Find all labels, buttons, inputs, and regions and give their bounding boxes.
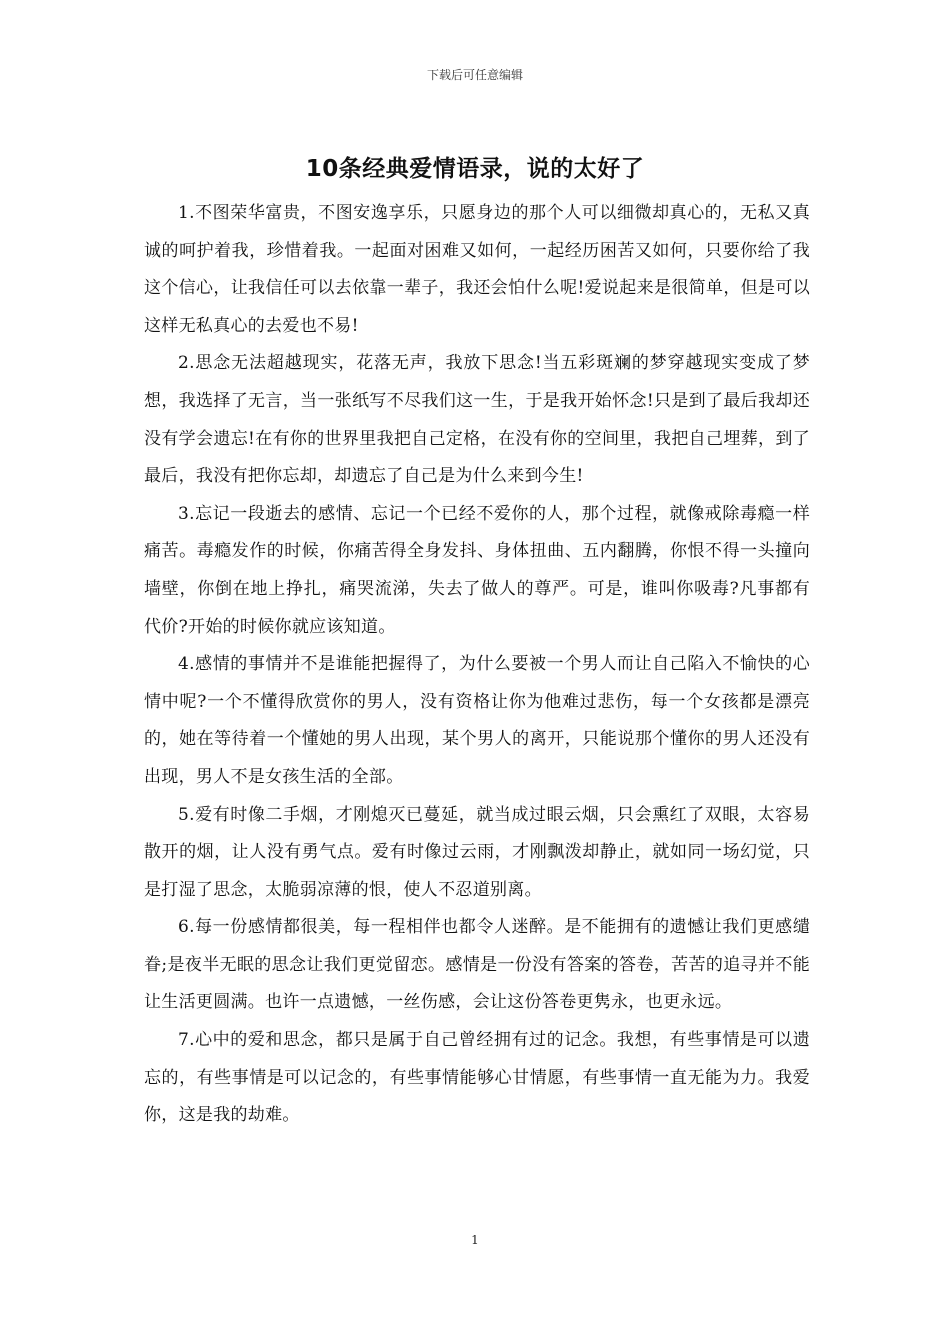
paragraph-7: 7.心中的爱和思念，都只是属于自己曾经拥有过的记念。我想，有些事情是可以遗忘的，有些事情是可以记念的，有些事情能够心甘情愿，有些事情一直无能为力。我爱你，这是我的劫难。: [144, 1030, 810, 1126]
page-header: 下载后可任意编辑: [426, 68, 523, 82]
paragraph-4: 4.感情的事情并不是谁能把握得了，为什么要被一个男人而让自己陷入不愉快的心情中呢?一个不懂得欣赏你的男人，没有资格让你为他难过悲伤，每一个女孩都是漂亮的，她在等待着一个懂她的男人出现，某个男人的离开，只能说那个懂你的男人还没有出现，男人不是女孩生活的全部。: [144, 654, 810, 787]
paragraph-1: 1.不图荣华富贵，不图安逸享乐，只愿身边的那个人可以细微却真心的，无私又真诚的呵护着我，珍惜着我。一起面对困难又如何，一起经历困苦又如何，只要你给了我这个信心，让我信任可以去依靠一辈子，我还会怕什么呢!爱说起来是很简单，但是可以这样无私真心的去爱也不易!: [144, 203, 810, 336]
document-title: 10条经典爱情语录，说的太好了: [305, 156, 645, 182]
page-number: 1: [471, 1233, 479, 1247]
paragraph-5: 5.爱有时像二手烟，才刚熄灭已蔓延，就当成过眼云烟，只会熏红了双眼，太容易散开的烟，让人没有勇气点。爱有时像过云雨，才刚飘泼却静止，就如同一场幻觉，只是打湿了思念，太脆弱凉薄的恨，使人不忍道别离。: [144, 804, 810, 900]
document-body: [144, 195, 810, 1135]
paragraph-6: 6.每一份感情都很美，每一程相伴也都令人迷醉。是不能拥有的遗憾让我们更感缱眷;是夜半无眠的思念让我们更觉留恋。感情是一份没有答案的答卷，苦苦的追寻并不能让生活更圆满。也许一点遗憾，一丝伤感，会让这份答卷更隽永，也更永远。: [144, 917, 810, 1013]
paragraph-3: 3.忘记一段逝去的感情、忘记一个已经不爱你的人，那个过程，就像戒除毒瘾一样痛苦。毒瘾发作的时候，你痛苦得全身发抖、身体扭曲、五内翻腾，你恨不得一头撞向墙壁，你倒在地上挣扎，痛哭流涕，失去了做人的尊严。可是，谁叫你吸毒?凡事都有代价?开始的时候你就应该知道。: [144, 503, 810, 637]
paragraph-2: 2.思念无法超越现实，花落无声，我放下思念!当五彩斑斓的梦穿越现实变成了梦想，我选择了无言，当一张纸写不尽我们这一生，于是我开始怀念!只是到了最后我却还没有学会遗忘!在有你的世界里我把自己定格，在没有你的空间里，我把自己埋葬，到了最后，我没有把你忘却，却遗忘了自己是为什么来到今生!: [144, 353, 810, 487]
